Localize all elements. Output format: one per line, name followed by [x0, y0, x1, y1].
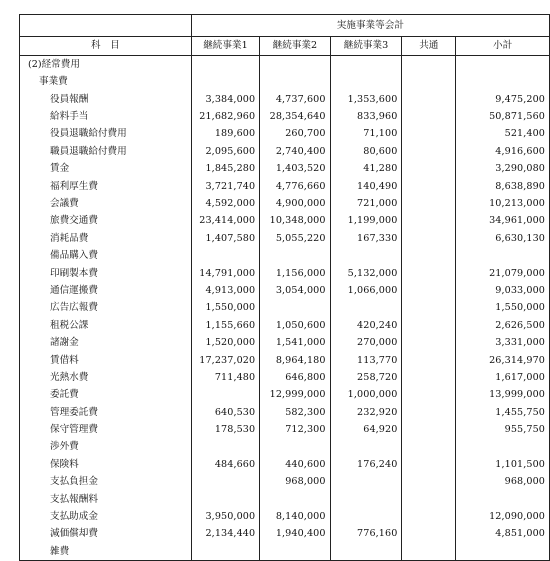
- value-common: [402, 108, 456, 125]
- value-project-2: 582,300: [260, 404, 330, 421]
- table-row: [20, 473, 550, 490]
- table-body: [20, 56, 550, 561]
- value-project-3: 833,960: [330, 108, 402, 125]
- value-common: [402, 56, 456, 74]
- value-project-1: 23,414,000: [191, 213, 259, 230]
- account-name: 支払助成金: [20, 508, 192, 525]
- column-header-subtotal: 小計: [456, 37, 550, 56]
- value-project-3: [330, 73, 402, 90]
- value-subtotal: 8,638,890: [456, 178, 550, 195]
- column-header-common: 共通: [402, 37, 456, 56]
- value-common: [402, 91, 456, 108]
- table-row: [20, 213, 550, 230]
- value-project-1: 1,155,660: [191, 317, 259, 334]
- value-subtotal: 21,079,000: [456, 265, 550, 282]
- account-name: 賃借料: [20, 352, 192, 369]
- value-subtotal: 1,101,500: [456, 456, 550, 473]
- header-blank-cell: [20, 15, 192, 37]
- value-common: [402, 73, 456, 90]
- table-row: [20, 334, 550, 351]
- value-project-2: [260, 543, 330, 561]
- value-common: [402, 439, 456, 456]
- value-project-3: 420,240: [330, 317, 402, 334]
- value-project-2: [260, 56, 330, 74]
- account-name: 旅費交通費: [20, 213, 192, 230]
- value-subtotal: 13,999,000: [456, 386, 550, 403]
- value-subtotal: 1,550,000: [456, 299, 550, 316]
- value-project-1: 21,682,960: [191, 108, 259, 125]
- group-title: 実施事業等会計: [191, 15, 549, 37]
- value-common: [402, 195, 456, 212]
- value-subtotal: 9,475,200: [456, 91, 550, 108]
- value-project-2: 968,000: [260, 473, 330, 490]
- value-subtotal: 968,000: [456, 473, 550, 490]
- value-subtotal: 10,213,000: [456, 195, 550, 212]
- column-header-project-2: 継続事業2: [260, 37, 330, 56]
- expense-table: [19, 14, 550, 561]
- value-project-3: 140,490: [330, 178, 402, 195]
- account-name: 減価償却費: [20, 526, 192, 543]
- table-row: [20, 369, 550, 386]
- value-project-2: [260, 73, 330, 90]
- value-subtotal: 4,916,600: [456, 143, 550, 160]
- table-row: [20, 456, 550, 473]
- account-name: 賃金: [20, 160, 192, 177]
- value-common: [402, 404, 456, 421]
- table-row: [20, 91, 550, 108]
- value-common: [402, 352, 456, 369]
- value-subtotal: 3,331,000: [456, 334, 550, 351]
- value-project-1: [191, 473, 259, 490]
- value-project-2: 1,403,520: [260, 160, 330, 177]
- value-project-3: 258,720: [330, 369, 402, 386]
- value-common: [402, 282, 456, 299]
- value-project-3: 1,066,000: [330, 282, 402, 299]
- value-subtotal: 1,455,750: [456, 404, 550, 421]
- account-name: 雑費: [20, 543, 192, 561]
- value-subtotal: 955,750: [456, 421, 550, 438]
- value-project-3: 176,240: [330, 456, 402, 473]
- value-project-3: [330, 543, 402, 561]
- header-row-columns: [20, 37, 550, 56]
- column-header-project-1: 継続事業1: [191, 37, 259, 56]
- account-name: 光熱水費: [20, 369, 192, 386]
- value-project-3: 113,770: [330, 352, 402, 369]
- value-subtotal: 26,314,970: [456, 352, 550, 369]
- value-project-3: 721,000: [330, 195, 402, 212]
- account-name: 事業費: [20, 73, 192, 90]
- value-project-3: [330, 56, 402, 74]
- value-project-3: [330, 439, 402, 456]
- value-project-1: 4,913,000: [191, 282, 259, 299]
- account-name: 支払報酬料: [20, 491, 192, 508]
- column-header-account: 科 目: [20, 37, 192, 56]
- value-common: [402, 491, 456, 508]
- value-subtotal: 4,851,000: [456, 526, 550, 543]
- value-common: [402, 317, 456, 334]
- table-row: [20, 404, 550, 421]
- table-row: [20, 126, 550, 143]
- table-row: [20, 143, 550, 160]
- value-common: [402, 421, 456, 438]
- value-project-3: 167,330: [330, 230, 402, 247]
- value-project-2: [260, 491, 330, 508]
- table-row: [20, 421, 550, 438]
- table-row: [20, 352, 550, 369]
- value-project-2: 8,140,000: [260, 508, 330, 525]
- value-common: [402, 178, 456, 195]
- table-row: [20, 247, 550, 264]
- value-project-3: 1,199,000: [330, 213, 402, 230]
- value-common: [402, 299, 456, 316]
- value-subtotal: [456, 73, 550, 90]
- value-subtotal: 34,961,000: [456, 213, 550, 230]
- table-row: [20, 491, 550, 508]
- table-row: [20, 160, 550, 177]
- value-project-3: [330, 491, 402, 508]
- value-project-3: 41,280: [330, 160, 402, 177]
- account-name: (2)経常費用: [20, 56, 192, 74]
- account-name: 役員退職給付費用: [20, 126, 192, 143]
- table-row: [20, 439, 550, 456]
- value-project-1: [191, 491, 259, 508]
- account-name: 給料手当: [20, 108, 192, 125]
- value-project-3: 776,160: [330, 526, 402, 543]
- account-name: 役員報酬: [20, 91, 192, 108]
- value-project-1: 1,550,000: [191, 299, 259, 316]
- table-row: [20, 195, 550, 212]
- value-common: [402, 247, 456, 264]
- value-common: [402, 473, 456, 490]
- value-project-2: 1,940,400: [260, 526, 330, 543]
- value-project-2: [260, 439, 330, 456]
- value-project-3: 1,353,600: [330, 91, 402, 108]
- table-row: [20, 282, 550, 299]
- value-project-3: [330, 247, 402, 264]
- value-project-2: 646,800: [260, 369, 330, 386]
- value-project-1: [191, 73, 259, 90]
- value-subtotal: 3,290,080: [456, 160, 550, 177]
- account-name: 印刷製本費: [20, 265, 192, 282]
- table-row: [20, 73, 550, 90]
- account-name: 管理委託費: [20, 404, 192, 421]
- value-project-2: 260,700: [260, 126, 330, 143]
- account-name: 広告広報費: [20, 299, 192, 316]
- value-project-3: 270,000: [330, 334, 402, 351]
- account-name: 福利厚生費: [20, 178, 192, 195]
- value-project-2: 4,776,660: [260, 178, 330, 195]
- account-name: 諸謝金: [20, 334, 192, 351]
- table-row: [20, 178, 550, 195]
- value-common: [402, 369, 456, 386]
- value-project-2: 712,300: [260, 421, 330, 438]
- account-name: 通信運搬費: [20, 282, 192, 299]
- table-row: [20, 56, 550, 74]
- account-name: 租税公課: [20, 317, 192, 334]
- value-project-2: 8,964,180: [260, 352, 330, 369]
- value-common: [402, 213, 456, 230]
- value-project-1: 3,721,740: [191, 178, 259, 195]
- value-common: [402, 526, 456, 543]
- value-common: [402, 230, 456, 247]
- value-subtotal: [456, 56, 550, 74]
- header-row-group: [20, 15, 550, 37]
- value-project-2: 5,055,220: [260, 230, 330, 247]
- value-project-1: [191, 439, 259, 456]
- value-project-3: 232,920: [330, 404, 402, 421]
- value-project-1: 178,530: [191, 421, 259, 438]
- column-header-project-3: 継続事業3: [330, 37, 402, 56]
- value-project-2: 440,600: [260, 456, 330, 473]
- value-common: [402, 160, 456, 177]
- value-project-2: 3,054,000: [260, 282, 330, 299]
- value-project-3: 71,100: [330, 126, 402, 143]
- value-common: [402, 456, 456, 473]
- value-project-1: [191, 247, 259, 264]
- account-name: 支払負担金: [20, 473, 192, 490]
- table-row: [20, 317, 550, 334]
- value-project-1: 14,791,000: [191, 265, 259, 282]
- value-project-2: 1,541,000: [260, 334, 330, 351]
- value-project-1: 3,950,000: [191, 508, 259, 525]
- value-project-3: [330, 508, 402, 525]
- value-project-3: [330, 473, 402, 490]
- value-project-1: 1,845,280: [191, 160, 259, 177]
- table-row: [20, 543, 550, 561]
- value-project-3: 5,132,000: [330, 265, 402, 282]
- value-project-2: 28,354,640: [260, 108, 330, 125]
- value-common: [402, 265, 456, 282]
- table-row: [20, 299, 550, 316]
- value-project-2: 2,740,400: [260, 143, 330, 160]
- value-project-2: 4,737,600: [260, 91, 330, 108]
- account-name: 備品購入費: [20, 247, 192, 264]
- value-project-1: [191, 386, 259, 403]
- value-common: [402, 386, 456, 403]
- value-project-1: 711,480: [191, 369, 259, 386]
- value-project-1: 4,592,000: [191, 195, 259, 212]
- value-subtotal: 9,033,000: [456, 282, 550, 299]
- value-subtotal: [456, 247, 550, 264]
- value-project-2: [260, 299, 330, 316]
- table-row: [20, 108, 550, 125]
- table-row: [20, 265, 550, 282]
- value-project-3: 80,600: [330, 143, 402, 160]
- table-row: [20, 526, 550, 543]
- value-subtotal: [456, 439, 550, 456]
- value-project-1: 1,520,000: [191, 334, 259, 351]
- value-subtotal: 12,090,000: [456, 508, 550, 525]
- value-project-1: 1,407,580: [191, 230, 259, 247]
- value-common: [402, 143, 456, 160]
- value-common: [402, 543, 456, 561]
- value-project-1: [191, 543, 259, 561]
- value-common: [402, 126, 456, 143]
- account-name: 渉外費: [20, 439, 192, 456]
- value-subtotal: 521,400: [456, 126, 550, 143]
- value-subtotal: 1,617,000: [456, 369, 550, 386]
- value-project-3: [330, 299, 402, 316]
- account-name: 会議費: [20, 195, 192, 212]
- account-name: 保守管理費: [20, 421, 192, 438]
- value-common: [402, 334, 456, 351]
- value-project-1: 2,134,440: [191, 526, 259, 543]
- value-project-1: 3,384,000: [191, 91, 259, 108]
- value-common: [402, 508, 456, 525]
- value-subtotal: 6,630,130: [456, 230, 550, 247]
- value-project-2: 1,050,600: [260, 317, 330, 334]
- value-subtotal: [456, 491, 550, 508]
- table-row: [20, 230, 550, 247]
- value-project-1: 17,237,020: [191, 352, 259, 369]
- value-project-1: 640,530: [191, 404, 259, 421]
- value-subtotal: 50,871,560: [456, 108, 550, 125]
- table-row: [20, 386, 550, 403]
- value-subtotal: 2,626,500: [456, 317, 550, 334]
- value-project-2: 1,156,000: [260, 265, 330, 282]
- account-name: 消耗品費: [20, 230, 192, 247]
- value-project-2: 10,348,000: [260, 213, 330, 230]
- value-project-2: 12,999,000: [260, 386, 330, 403]
- value-project-3: 1,000,000: [330, 386, 402, 403]
- value-project-1: [191, 56, 259, 74]
- value-project-1: 484,660: [191, 456, 259, 473]
- value-project-3: 64,920: [330, 421, 402, 438]
- value-project-2: 4,900,000: [260, 195, 330, 212]
- value-project-1: 189,600: [191, 126, 259, 143]
- table-row: [20, 508, 550, 525]
- value-project-1: 2,095,600: [191, 143, 259, 160]
- account-name: 職員退職給付費用: [20, 143, 192, 160]
- value-project-2: [260, 247, 330, 264]
- account-name: 委託費: [20, 386, 192, 403]
- account-name: 保険料: [20, 456, 192, 473]
- value-subtotal: [456, 543, 550, 561]
